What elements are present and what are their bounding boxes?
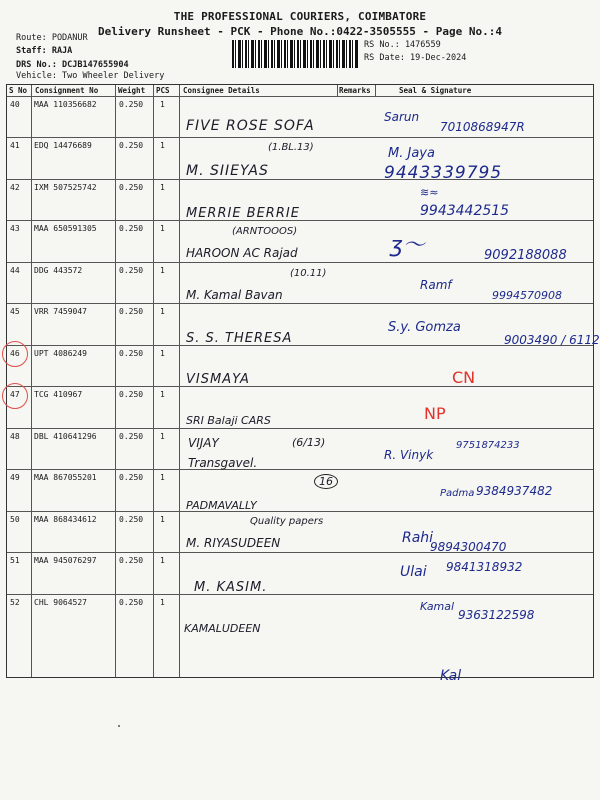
row-weight: 0.250 (119, 473, 144, 482)
handwritten-phone: 9894300470 (430, 540, 507, 554)
handwritten-consignee: (6/13) (292, 436, 326, 449)
row-weight: 0.250 (119, 183, 144, 192)
col-divider (179, 85, 180, 677)
row-pcs: 1 (160, 556, 165, 565)
col-header-consignee: Consignee Details (183, 86, 260, 95)
row-pcs: 1 (160, 473, 165, 482)
row-consignment: EDQ 14476689 (34, 141, 92, 150)
row-divider (7, 220, 593, 221)
row-divider (7, 137, 593, 138)
barcode (232, 40, 358, 68)
handwritten-consignee: M. SIIEYAS (186, 163, 269, 179)
row-weight: 0.250 (119, 100, 144, 109)
row-sno: 47 (10, 390, 20, 399)
row-pcs: 1 (160, 515, 165, 524)
row-pcs: 1 (160, 307, 165, 316)
handwritten-signature: Rahi (402, 530, 434, 546)
row-sno: 41 (10, 141, 20, 150)
bottom-signature: Kal (440, 668, 462, 684)
row-pcs: 1 (160, 266, 165, 275)
remark-np: NP (424, 404, 446, 423)
col-divider (115, 85, 116, 677)
handwritten-phone: 9003490 / 6112 (504, 333, 600, 347)
row-pcs: 1 (160, 100, 165, 109)
row-consignment: DBL 410641296 (34, 432, 97, 441)
handwritten-consignee: HAROON AC Rajad (186, 246, 298, 260)
row-divider (7, 303, 593, 304)
col-header-pcs: PCS (156, 86, 170, 95)
red-circle-mark (2, 383, 28, 409)
row-consignment: VRR 7459047 (34, 307, 87, 316)
handwritten-phone: 9092188088 (484, 248, 567, 263)
route-label: Route: PODANUR (16, 33, 88, 43)
row-pcs: 1 (160, 224, 165, 233)
col-divider (153, 85, 154, 677)
row-consignment: IXM 507525742 (34, 183, 97, 192)
handwritten-phone: 9443339795 (384, 163, 503, 183)
handwritten-consignee: MERRIE BERRIE (186, 206, 300, 221)
handwritten-signature: Ramf (420, 278, 452, 292)
row-weight: 0.250 (119, 556, 144, 565)
row-pcs: 1 (160, 141, 165, 150)
row-consignment: MAA 867055201 (34, 473, 97, 482)
row-sno: 44 (10, 266, 20, 275)
handwritten-signature: ʒ〜 (390, 233, 425, 258)
row-sno: 52 (10, 598, 20, 607)
handwritten-consignee: Transgavel. (188, 456, 258, 470)
handwritten-signature: Kamal (420, 600, 455, 613)
handwritten-note: 16 (314, 474, 338, 489)
handwritten-phone: 9363122598 (458, 608, 535, 622)
handwritten-consignee: (10.11) (290, 268, 327, 279)
col-divider (31, 85, 32, 677)
row-sno: 40 (10, 100, 20, 109)
handwritten-signature: Ulai (400, 564, 427, 580)
row-weight: 0.250 (119, 349, 144, 358)
handwritten-phone: 9841318932 (446, 560, 523, 574)
handwritten-consignee: PADMAVALLY (186, 499, 257, 512)
row-consignment: TCG 410967 (34, 390, 83, 399)
handwritten-consignee: M. Kamal Bavan (186, 288, 283, 302)
row-consignment: DDG 443572 (34, 266, 83, 275)
handwritten-phone: 9994570908 (492, 289, 562, 302)
handwritten-phone: 9751874233 (456, 440, 520, 451)
header-title: THE PROFESSIONAL COURIERS, COIMBATORE (173, 10, 427, 23)
row-weight: 0.250 (119, 141, 144, 150)
row-pcs: 1 (160, 598, 165, 607)
handwritten-consignee: (ARNTOOOS) (232, 226, 298, 237)
remark-cn: CN (452, 368, 476, 387)
drs-label: DRS No.: DCJB147655904 (16, 60, 129, 70)
handwritten-signature: S.y. Gomza (388, 320, 461, 335)
row-consignment: MAA 945076297 (34, 556, 97, 565)
row-sno: 43 (10, 224, 20, 233)
handwritten-consignee: VISMAYA (186, 372, 250, 387)
row-consignment: UPT 4086249 (34, 349, 87, 358)
row-pcs: 1 (160, 183, 165, 192)
handwritten-consignee: KAMALUDEEN (184, 622, 261, 635)
staff-label: Staff: RAJA (16, 46, 73, 56)
runsheet-table (6, 84, 594, 678)
row-pcs: 1 (160, 432, 165, 441)
row-weight: 0.250 (119, 598, 144, 607)
handwritten-consignee: (1.BL.13) (268, 142, 314, 153)
col-header-weight: Weight (118, 86, 146, 95)
handwritten-consignee: M. KASIM. (194, 580, 268, 595)
handwritten-consignee: S. S. THERESA (186, 331, 293, 346)
handwritten-signature: Sarun (384, 110, 420, 124)
handwritten-consignee: M. RIYASUDEEN (186, 536, 281, 550)
header-divider (7, 96, 593, 97)
rs-number: RS No.: 1476559 (364, 40, 441, 50)
row-weight: 0.250 (119, 307, 144, 316)
row-sno: 42 (10, 183, 20, 192)
row-pcs: 1 (160, 390, 165, 399)
row-divider (7, 594, 593, 595)
row-divider (7, 428, 593, 429)
row-sno: 50 (10, 515, 20, 524)
row-divider (7, 469, 593, 470)
handwritten-signature: M. Jaya (388, 146, 435, 161)
vehicle-label: Vehicle: Two Wheeler Delivery (16, 71, 165, 81)
col-header-consignment: Consignment No (35, 86, 99, 95)
handwritten-consignee: Quality papers (250, 516, 324, 527)
row-pcs: 1 (160, 349, 165, 358)
row-consignment: CHL 9064527 (34, 598, 87, 607)
handwritten-consignee: SRI Balaji CARS (186, 414, 271, 427)
row-divider (7, 511, 593, 512)
handwritten-phone: 9943442515 (420, 203, 510, 219)
red-circle-mark (2, 341, 28, 367)
row-weight: 0.250 (119, 266, 144, 275)
row-sno: 48 (10, 432, 20, 441)
col-header-sno: S No (9, 86, 28, 95)
col-header-remarks: Remarks (339, 86, 371, 95)
row-sno: 45 (10, 307, 20, 316)
row-weight: 0.250 (119, 432, 144, 441)
row-weight: 0.250 (119, 390, 144, 399)
handwritten-signature: ≋≈ (420, 186, 439, 199)
row-sno: 51 (10, 556, 20, 565)
row-sno: 46 (10, 349, 20, 358)
row-consignment: MAA 110356682 (34, 100, 97, 109)
col-header-signature: Seal & Signature (399, 86, 472, 95)
row-consignment: MAA 868434612 (34, 515, 97, 524)
row-weight: 0.250 (119, 224, 144, 233)
col-divider (375, 85, 376, 96)
row-sno: 49 (10, 473, 20, 482)
handwritten-consignee: VIJAY (188, 436, 219, 450)
stray-mark (118, 725, 120, 727)
row-divider (7, 386, 593, 387)
row-weight: 0.250 (119, 515, 144, 524)
header-subtitle: Delivery Runsheet - PCK - Phone No.:0422-3505555 - Page No.:4 (98, 25, 502, 38)
handwritten-signature: Padma (440, 488, 475, 499)
col-divider (337, 85, 338, 96)
handwritten-phone: 7010868947R (440, 120, 525, 134)
handwritten-phone: 9384937482 (476, 484, 553, 498)
rs-date: RS Date: 19-Dec-2024 (364, 53, 467, 63)
row-divider (7, 179, 593, 180)
row-consignment: MAA 650591305 (34, 224, 97, 233)
handwritten-signature: R. Vinyk (384, 448, 434, 462)
handwritten-consignee: FIVE ROSE SOFA (186, 118, 315, 134)
